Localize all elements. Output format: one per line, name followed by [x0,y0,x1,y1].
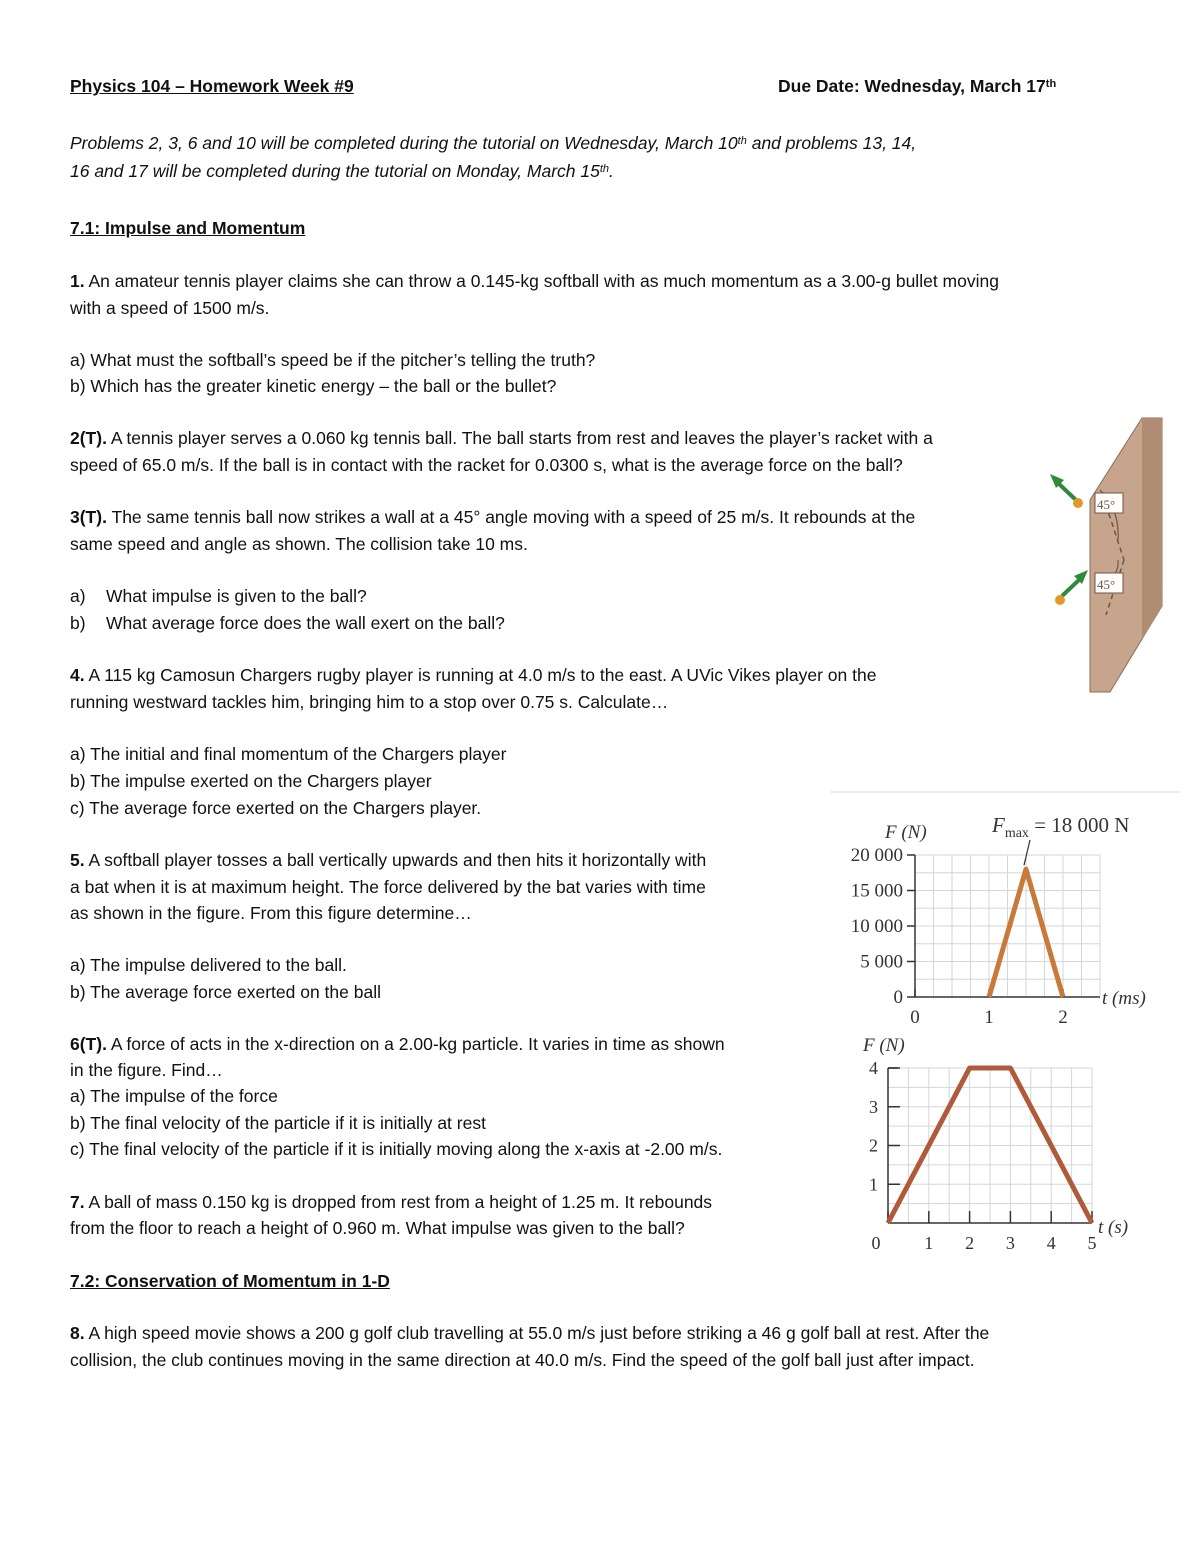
due-date-text: Due Date: Wednesday, March 17 [778,76,1046,96]
problem-1-part-b: b) Which has the greater kinetic energy – the ball or the bullet? [70,376,557,396]
due-date [778,73,1056,99]
y-tick-label: 3 [869,1096,878,1117]
wall-side [1142,418,1162,640]
part-text: What impulse is given to the ball? [106,586,367,606]
rebound-arrow-shaft [1058,483,1076,500]
problem-8-line-2: collision, the club continues moving in the same direction at 40.0 m/s. Find the speed of the golf ball just after impact. [70,1350,975,1370]
problem-5-line-1 [70,847,706,873]
problem-text: A force of acts in the x-direction on a 2.00-kg particle. It varies in time as shown [106,1034,725,1054]
x-tick-label: 0 [910,1007,920,1028]
angle-label-bottom: 45° [1097,577,1116,592]
due-date-sup: th [1045,78,1057,90]
problem-4-part-a: a) The initial and final momentum of the Chargers player [70,744,507,764]
ball-bottom-icon [1055,595,1065,605]
x-tick-label: 2 [965,1233,975,1253]
problem-6-line-1 [70,1031,725,1057]
intro-line-1 [70,130,916,156]
problem-2-line-2: speed of 65.0 m/s. If the ball is in contact with the racket for 0.0300 s, what is the average force on the ball? [70,455,903,475]
x-tick-label: 0 [871,1233,881,1253]
y-tick-label: 20 000 [850,845,903,866]
problem-6-part-a: a) The impulse of the force [70,1086,278,1106]
problem-2-line-1 [70,425,933,451]
incoming-arrow-shaft [1062,579,1080,596]
y-axis-label: F (N) [863,1035,905,1056]
problem-number: 7. [70,1192,85,1212]
page-title [70,73,354,99]
problem-8-line-1 [70,1320,989,1346]
fmax-annotation: $F_{max} = 18$ 000 N [992,813,1130,841]
fmax-pointer [1024,840,1030,865]
intro-text-1: Problems 2, 3, 6 and 10 will be completed during the tutorial on Wednesday, March 10 [70,133,738,153]
intro-text-4: . [609,161,614,181]
wall-collision-figure [1040,410,1180,700]
y-tick-label: 10 000 [850,916,903,937]
x-axis-label: t (s) [1098,1217,1129,1238]
intro-line-2 [70,158,614,184]
problem-5-line-3: as shown in the figure. From this figure determine… [70,903,472,923]
problem-5-part-a: a) The impulse delivered to the ball. [70,955,347,975]
problem-number: 4. [70,665,85,685]
y-tick-label: 4 [869,1058,878,1078]
x-tick-label: 4 [1046,1233,1056,1253]
problem-5-line-2: a bat when it is at maximum height. The force delivered by the bat varies with time [70,877,706,897]
problem-6-part-c: c) The final velocity of the particle if it is initially moving along the x-axis at -2.00 m/s. [70,1139,723,1159]
problem-number: 3(T). [70,507,107,527]
problem-6-line-2: in the figure. Find… [70,1060,223,1080]
problem-4-line-1 [70,662,876,688]
part-text: What average force does the wall exert on the ball? [106,613,505,633]
y-tick-label: 2 [869,1135,878,1156]
y-tick-label: 1 [869,1174,878,1195]
problem-3-line-1 [70,504,915,530]
intro-text-2: and problems 13, 14, [746,133,917,153]
problem-number: 1. [70,271,85,291]
x-tick-label: 1 [924,1233,934,1253]
problem-text: A softball player tosses a ball vertically upwards and then hits it horizontally with [84,850,707,870]
problem-4-part-c: c) The average force exerted on the Chargers player. [70,798,482,818]
problem-text: A tennis player serves a 0.060 kg tennis ball. The ball starts from rest and leaves the player’s racket with a [106,428,933,448]
ball-top-icon [1073,498,1083,508]
problem-6-part-b: b) The final velocity of the particle if it is initially at rest [70,1113,486,1133]
y-tick-label: 0 [893,987,903,1008]
part-label: a) [70,586,86,606]
problem-1-part-a: a) What must the softball’s speed be if the pitcher’s telling the truth? [70,350,596,370]
part-label: b) [70,613,86,633]
angle-label-top: 45° [1097,497,1116,512]
problem-number: 5. [70,850,85,870]
problem-4-part-b: b) The impulse exerted on the Chargers player [70,771,432,791]
intro-sup-2: th [599,163,610,175]
x-tick-label: 5 [1087,1233,1097,1253]
problem-text: A high speed movie shows a 200 g golf club travelling at 55.0 m/s just before striking a 46 g golf ball at rest. After the [84,1323,990,1343]
problem-text: A 115 kg Camosun Chargers rugby player is running at 4.0 m/s to the east. A UVic Vikes player on the [84,665,877,685]
problem-3-part-a [70,583,367,609]
section-heading-7-2: 7.2: Conservation of Momentum in 1-D [70,1271,390,1291]
force-time-chart-s [830,1035,1150,1260]
problem-7-line-2: from the floor to reach a height of 0.960 m. What impulse was given to the ball? [70,1218,685,1238]
problem-3-part-b [70,610,505,636]
problem-7-line-1 [70,1189,712,1215]
problem-text: An amateur tennis player claims she can throw a 0.145-kg softball with as much momentum as a 3.00-g bullet moving [84,271,999,291]
intro-sup-1: th [737,135,747,147]
problem-number: 6(T). [70,1034,107,1054]
problem-4-line-2: running westward tackles him, bringing him to a stop over 0.75 s. Calculate… [70,692,669,712]
problem-3-line-2: same speed and angle as shown. The collision take 10 ms. [70,534,528,554]
x-tick-label: 1 [984,1007,994,1028]
force-time-chart-ms [830,790,1180,1035]
problem-number: 2(T). [70,428,107,448]
problem-number: 8. [70,1323,85,1343]
problem-1-line-2: with a speed of 1500 m/s. [70,298,270,318]
x-tick-label: 2 [1058,1007,1068,1028]
problem-text: The same tennis ball now strikes a wall at a 45° angle moving with a speed of 25 m/s. It rebounds at the [106,507,916,527]
section-heading-7-1: 7.1: Impulse and Momentum [70,218,306,238]
x-tick-label: 3 [1005,1233,1015,1253]
y-tick-label: 15 000 [850,880,903,902]
y-tick-label: 5 000 [860,951,903,973]
problem-text: A ball of mass 0.150 kg is dropped from rest from a height of 1.25 m. It rebounds [84,1192,713,1212]
problem-1-line-1 [70,268,999,294]
x-axis-label: t (ms) [1102,988,1146,1009]
problem-5-part-b: b) The average force exerted on the ball [70,982,381,1002]
homework-title: Physics 104 – Homework Week #9 [70,76,354,96]
intro-text-3: 16 and 17 will be completed during the tutorial on Monday, March 15 [70,161,600,181]
y-axis-label: F (N) [885,822,927,843]
